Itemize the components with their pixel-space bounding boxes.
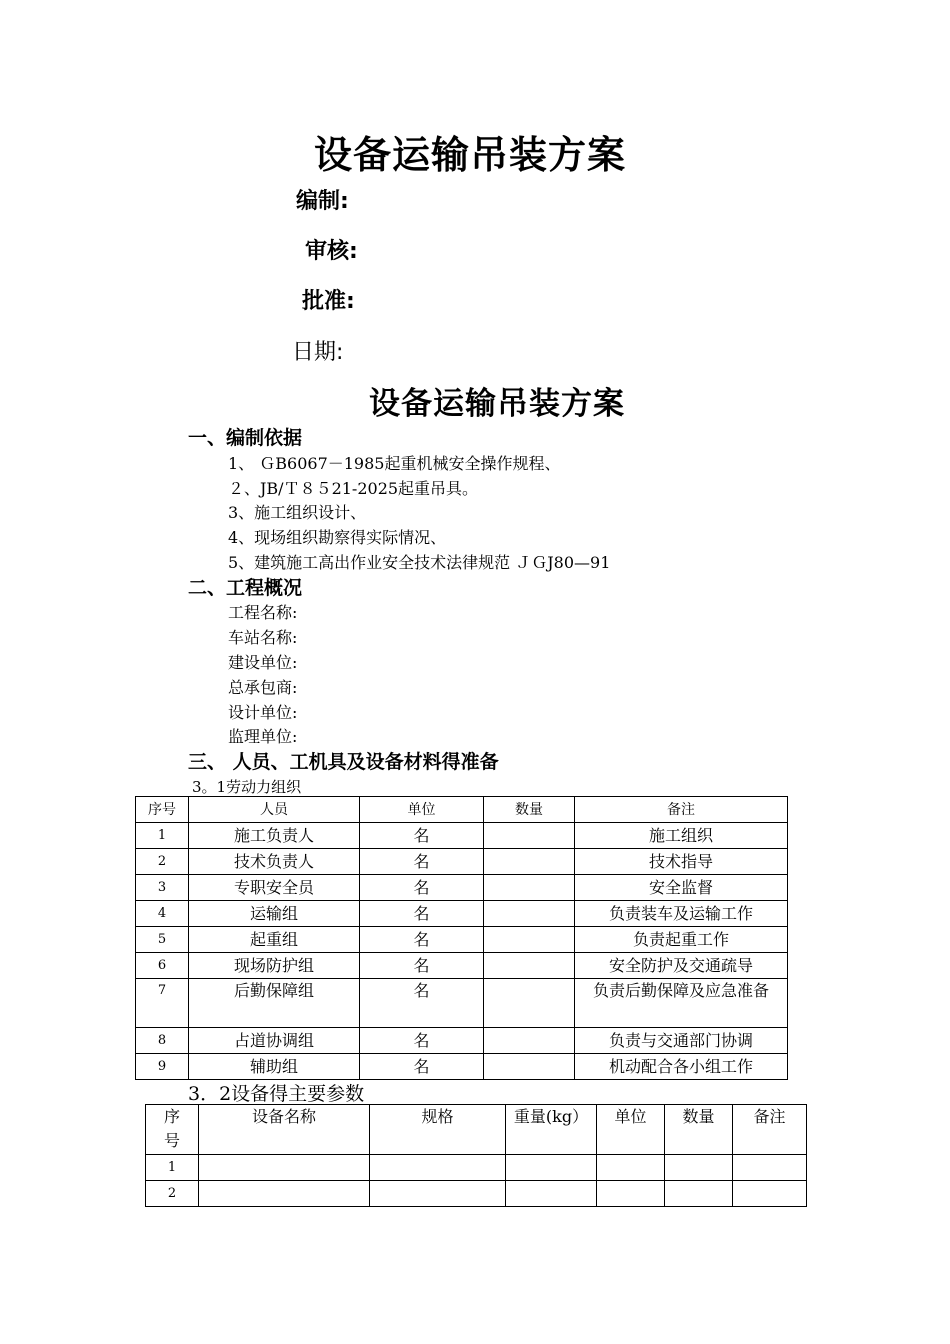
table-cell: 安全防护及交通疏导 <box>575 953 788 979</box>
project-field-label: 总承包商: <box>228 678 298 697</box>
basis-item: 5、建筑施工高出作业安全技术法律规范 ＪＧJ80—91 <box>228 553 611 572</box>
table-cell: 名 <box>360 901 484 927</box>
reviewed-by-label: 审核: <box>305 239 358 264</box>
table-cell: 施工组织 <box>575 823 788 849</box>
section-2-heading: 二、工程概况 <box>188 577 303 599</box>
header-cell: 单位 <box>360 797 484 823</box>
table-cell <box>484 953 575 979</box>
table-cell: 1 <box>136 823 189 849</box>
table-cell: 9 <box>136 1054 189 1080</box>
table-cell <box>733 1155 807 1181</box>
table-cell: 名 <box>360 1054 484 1080</box>
table-cell <box>484 901 575 927</box>
table-cell: 3 <box>136 875 189 901</box>
section-3-heading: 三、 人员、工机具及设备材料得准备 <box>188 751 499 773</box>
table-row <box>146 1155 807 1181</box>
table-cell <box>370 1155 506 1181</box>
labor-table-title: 3。1劳动力组织 <box>192 778 302 796</box>
table-cell: 2 <box>146 1181 199 1207</box>
table-cell: 负责起重工作 <box>575 927 788 953</box>
table-cell: 名 <box>360 875 484 901</box>
table-cell: 4 <box>136 901 189 927</box>
table-cell: 名 <box>360 927 484 953</box>
table-header-row <box>136 797 788 823</box>
table-cell: 现场防护组 <box>189 953 360 979</box>
table-cell <box>484 927 575 953</box>
table-cell: 运输组 <box>189 901 360 927</box>
table-cell: 安全监督 <box>575 875 788 901</box>
table-cell <box>484 823 575 849</box>
header-cell: 备注 <box>733 1105 807 1155</box>
table-header-row <box>146 1105 807 1155</box>
table-row <box>136 875 788 901</box>
cover-title: 设备运输吊装方案 <box>313 133 626 177</box>
table-cell: 后勤保障组 <box>189 979 360 1028</box>
table-cell: 机动配合各小组工作 <box>575 1054 788 1080</box>
table-cell <box>665 1181 733 1207</box>
basis-item: 3、施工组织设计、 <box>228 503 367 522</box>
basis-item: 1、 ＧB6067－1985起重机械安全操作规程、 <box>228 454 561 473</box>
basis-item: 4、现场组织勘察得实际情况、 <box>228 528 447 547</box>
header-cell: 规格 <box>370 1105 506 1155</box>
header-cell: 单位 <box>597 1105 665 1155</box>
table-row <box>136 953 788 979</box>
project-field-label: 工程名称: <box>228 603 298 622</box>
table-cell <box>665 1155 733 1181</box>
project-field-label: 建设单位: <box>228 653 298 672</box>
header-cell: 数量 <box>484 797 575 823</box>
table-cell: 负责与交通部门协调 <box>575 1028 788 1054</box>
header-cell: 序号 <box>146 1105 199 1155</box>
table-cell: 1 <box>146 1155 199 1181</box>
table-cell: 6 <box>136 953 189 979</box>
table-cell <box>370 1181 506 1207</box>
table-cell: 技术指导 <box>575 849 788 875</box>
equipment-table <box>145 1104 807 1207</box>
table-cell: 名 <box>360 823 484 849</box>
table-cell <box>484 849 575 875</box>
main-title: 设备运输吊装方案 <box>369 386 625 422</box>
table-cell <box>199 1155 370 1181</box>
table-cell: 负责装车及运输工作 <box>575 901 788 927</box>
approved-by-label: 批准: <box>302 289 355 314</box>
table-row <box>136 1054 788 1080</box>
header-cell: 人员 <box>189 797 360 823</box>
header-cell: 备注 <box>575 797 788 823</box>
table-cell: 5 <box>136 927 189 953</box>
table-cell: 2 <box>136 849 189 875</box>
table-cell: 起重组 <box>189 927 360 953</box>
table-cell <box>199 1181 370 1207</box>
table-row <box>136 901 788 927</box>
table-cell <box>506 1181 597 1207</box>
header-cell: 设备名称 <box>199 1105 370 1155</box>
header-cell: 序号 <box>136 797 189 823</box>
table-row <box>146 1181 807 1207</box>
table-row <box>136 979 788 1028</box>
date-label: 日期: <box>292 340 344 365</box>
table-cell <box>484 1028 575 1054</box>
table-cell: 7 <box>136 979 189 1028</box>
table-cell <box>484 1054 575 1080</box>
compiled-by-label: 编制: <box>296 189 349 214</box>
project-field-label: 车站名称: <box>228 628 298 647</box>
table-cell <box>733 1181 807 1207</box>
table-row <box>136 823 788 849</box>
table-row <box>136 849 788 875</box>
labor-table <box>135 796 788 1080</box>
table-cell: 施工负责人 <box>189 823 360 849</box>
table-cell: 辅助组 <box>189 1054 360 1080</box>
table-cell: 负责后勤保障及应急准备 <box>575 979 788 1028</box>
table-cell <box>506 1155 597 1181</box>
header-cell: 重量(kg） <box>506 1105 597 1155</box>
table-cell <box>597 1155 665 1181</box>
project-field-label: 设计单位: <box>228 703 298 722</box>
table-cell: 专职安全员 <box>189 875 360 901</box>
table-cell: 占道协调组 <box>189 1028 360 1054</box>
table-cell: 名 <box>360 953 484 979</box>
table-cell: 技术负责人 <box>189 849 360 875</box>
table-cell: 名 <box>360 979 484 1028</box>
table-row <box>136 927 788 953</box>
header-cell: 数量 <box>665 1105 733 1155</box>
table-row <box>136 1028 788 1054</box>
section-1-heading: 一、编制依据 <box>188 427 303 449</box>
project-field-label: 监理单位: <box>228 727 298 746</box>
basis-item: ２、JB/Ｔ８５21-2025起重吊具。 <box>228 479 479 498</box>
table-cell <box>484 875 575 901</box>
table-cell <box>597 1181 665 1207</box>
table-cell: 8 <box>136 1028 189 1054</box>
table-cell <box>484 979 575 1028</box>
equipment-table-title: 3．2设备得主要参数 <box>188 1083 365 1105</box>
table-cell: 名 <box>360 1028 484 1054</box>
table-cell: 名 <box>360 849 484 875</box>
